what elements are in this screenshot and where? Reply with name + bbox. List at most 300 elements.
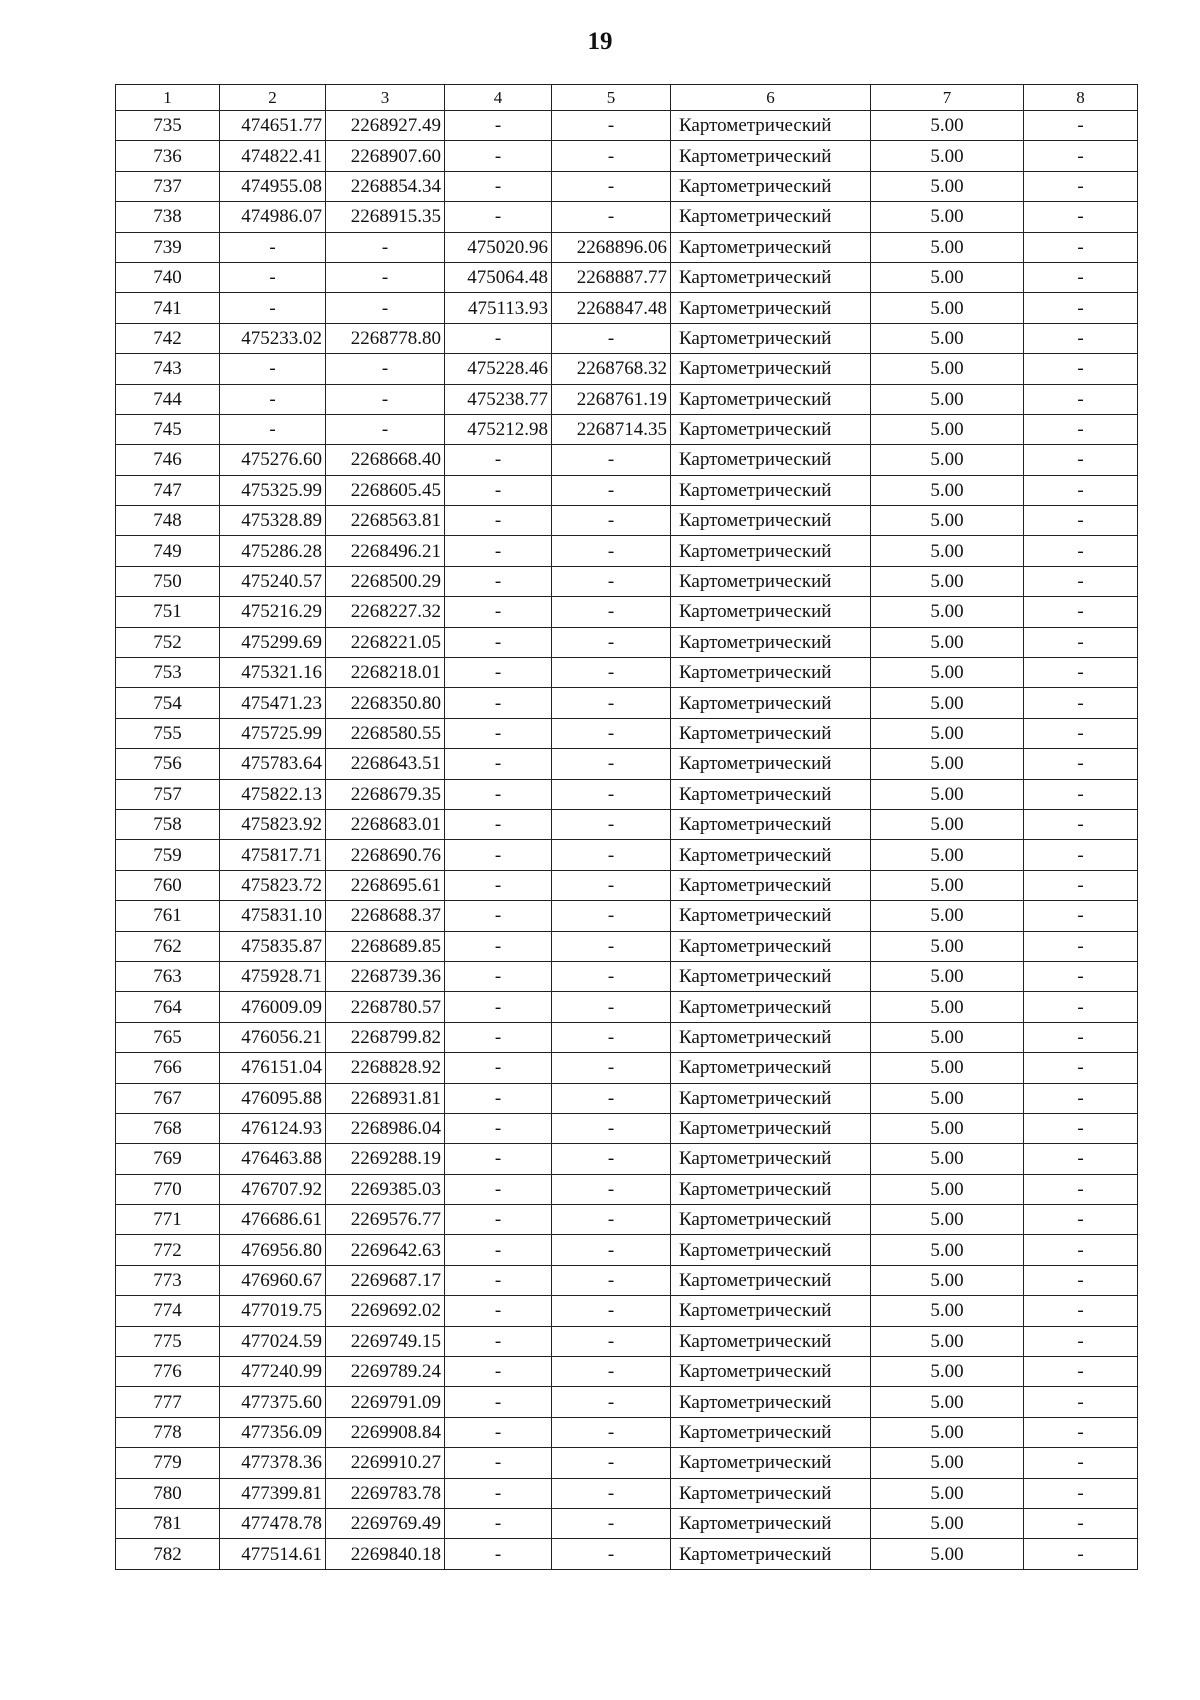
table-row — [116, 809, 1138, 839]
y-coord-cell: 2269385.03 — [326, 1174, 445, 1204]
table-row — [116, 445, 1138, 475]
point-number-cell: 735 — [116, 111, 220, 141]
point-number-cell: 756 — [116, 749, 220, 779]
y-coord-alt-cell: 2268847.48 — [552, 293, 671, 323]
x-coord-alt-cell: - — [445, 1205, 552, 1235]
point-number-cell: 750 — [116, 566, 220, 596]
accuracy-cell: 5.00 — [871, 262, 1024, 292]
x-coord-cell: 475823.72 — [220, 870, 326, 900]
point-number-cell: 765 — [116, 1022, 220, 1052]
table-row — [116, 1205, 1138, 1235]
note-cell: - — [1024, 718, 1138, 748]
accuracy-cell: 5.00 — [871, 961, 1024, 991]
accuracy-cell: 5.00 — [871, 1265, 1024, 1295]
note-cell: - — [1024, 536, 1138, 566]
note-cell: - — [1024, 1357, 1138, 1387]
method-cell: Картометрический — [671, 1083, 871, 1113]
table-row — [116, 1265, 1138, 1295]
point-number-cell: 739 — [116, 232, 220, 262]
accuracy-cell: 5.00 — [871, 1326, 1024, 1356]
x-coord-cell: 477399.81 — [220, 1478, 326, 1508]
note-cell: - — [1024, 1205, 1138, 1235]
table-row — [116, 293, 1138, 323]
x-coord-cell: 475286.28 — [220, 536, 326, 566]
point-number-cell: 761 — [116, 901, 220, 931]
note-cell: - — [1024, 262, 1138, 292]
x-coord-cell: 477019.75 — [220, 1296, 326, 1326]
note-cell: - — [1024, 809, 1138, 839]
y-coord-cell: - — [326, 232, 445, 262]
accuracy-cell: 5.00 — [871, 232, 1024, 262]
accuracy-cell: 5.00 — [871, 171, 1024, 201]
method-cell: Картометрический — [671, 1174, 871, 1204]
y-coord-cell: - — [326, 414, 445, 444]
accuracy-cell: 5.00 — [871, 414, 1024, 444]
point-number-cell: 777 — [116, 1387, 220, 1417]
y-coord-alt-cell: - — [552, 749, 671, 779]
y-coord-cell: 2268683.01 — [326, 809, 445, 839]
table-row — [116, 779, 1138, 809]
note-cell: - — [1024, 992, 1138, 1022]
method-cell: Картометрический — [671, 1235, 871, 1265]
note-cell: - — [1024, 688, 1138, 718]
coordinates-table — [115, 84, 1138, 1570]
table-row — [116, 536, 1138, 566]
y-coord-alt-cell: - — [552, 597, 671, 627]
point-number-cell: 744 — [116, 384, 220, 414]
point-number-cell: 766 — [116, 1053, 220, 1083]
accuracy-cell: 5.00 — [871, 749, 1024, 779]
y-coord-cell: 2269687.17 — [326, 1265, 445, 1295]
method-cell: Картометрический — [671, 1478, 871, 1508]
note-cell: - — [1024, 171, 1138, 201]
x-coord-cell: 476124.93 — [220, 1113, 326, 1143]
table-row — [116, 414, 1138, 444]
y-coord-alt-cell: - — [552, 506, 671, 536]
x-coord-cell: - — [220, 414, 326, 444]
point-number-cell: 738 — [116, 202, 220, 232]
note-cell: - — [1024, 749, 1138, 779]
x-coord-alt-cell: - — [445, 1508, 552, 1538]
method-cell: Картометрический — [671, 809, 871, 839]
x-coord-cell: 477514.61 — [220, 1539, 326, 1569]
x-coord-cell: - — [220, 384, 326, 414]
table-row — [116, 1539, 1138, 1569]
x-coord-cell: 475471.23 — [220, 688, 326, 718]
method-cell: Картометрический — [671, 1144, 871, 1174]
x-coord-alt-cell: - — [445, 1478, 552, 1508]
point-number-cell: 780 — [116, 1478, 220, 1508]
method-cell: Картометрический — [671, 840, 871, 870]
accuracy-cell: 5.00 — [871, 688, 1024, 718]
method-cell: Картометрический — [671, 1387, 871, 1417]
note-cell: - — [1024, 1113, 1138, 1143]
y-coord-alt-cell: - — [552, 566, 671, 596]
method-cell: Картометрический — [671, 171, 871, 201]
y-coord-cell: - — [326, 384, 445, 414]
y-coord-alt-cell: - — [552, 1174, 671, 1204]
accuracy-cell: 5.00 — [871, 1357, 1024, 1387]
x-coord-alt-cell: - — [445, 111, 552, 141]
table-row — [116, 658, 1138, 688]
accuracy-cell: 5.00 — [871, 354, 1024, 384]
y-coord-alt-cell: - — [552, 1478, 671, 1508]
point-number-cell: 775 — [116, 1326, 220, 1356]
note-cell: - — [1024, 111, 1138, 141]
table-row — [116, 323, 1138, 353]
y-coord-alt-cell: - — [552, 536, 671, 566]
y-coord-cell: - — [326, 293, 445, 323]
y-coord-cell: 2268500.29 — [326, 566, 445, 596]
accuracy-cell: 5.00 — [871, 1205, 1024, 1235]
method-cell: Картометрический — [671, 323, 871, 353]
x-coord-cell: 474955.08 — [220, 171, 326, 201]
y-coord-alt-cell: - — [552, 1205, 671, 1235]
point-number-cell: 752 — [116, 627, 220, 657]
point-number-cell: 762 — [116, 931, 220, 961]
y-coord-cell: 2268496.21 — [326, 536, 445, 566]
x-coord-alt-cell: 475020.96 — [445, 232, 552, 262]
x-coord-alt-cell: - — [445, 1448, 552, 1478]
y-coord-alt-cell: - — [552, 1296, 671, 1326]
x-coord-alt-cell: - — [445, 1265, 552, 1295]
y-coord-alt-cell: - — [552, 445, 671, 475]
x-coord-cell: 475328.89 — [220, 506, 326, 536]
method-cell: Картометрический — [671, 688, 871, 718]
x-coord-alt-cell: 475228.46 — [445, 354, 552, 384]
table-row — [116, 901, 1138, 931]
note-cell: - — [1024, 1265, 1138, 1295]
note-cell: - — [1024, 323, 1138, 353]
y-coord-cell: 2268690.76 — [326, 840, 445, 870]
x-coord-cell: 475831.10 — [220, 901, 326, 931]
y-coord-alt-cell: - — [552, 870, 671, 900]
accuracy-cell: 5.00 — [871, 1296, 1024, 1326]
x-coord-alt-cell: - — [445, 1417, 552, 1447]
method-cell: Картометрический — [671, 506, 871, 536]
point-number-cell: 774 — [116, 1296, 220, 1326]
point-number-cell: 753 — [116, 658, 220, 688]
note-cell: - — [1024, 1144, 1138, 1174]
x-coord-alt-cell: 475238.77 — [445, 384, 552, 414]
table-row — [116, 688, 1138, 718]
x-coord-alt-cell: - — [445, 171, 552, 201]
accuracy-cell: 5.00 — [871, 931, 1024, 961]
method-cell: Картометрический — [671, 445, 871, 475]
accuracy-cell: 5.00 — [871, 718, 1024, 748]
y-coord-alt-cell: 2268887.77 — [552, 262, 671, 292]
point-number-cell: 751 — [116, 597, 220, 627]
table-row — [116, 718, 1138, 748]
column-header-1: 1 — [116, 85, 220, 111]
method-cell: Картометрический — [671, 1205, 871, 1235]
note-cell: - — [1024, 658, 1138, 688]
point-number-cell: 781 — [116, 1508, 220, 1538]
table-row — [116, 1174, 1138, 1204]
method-cell: Картометрический — [671, 1053, 871, 1083]
y-coord-cell: - — [326, 262, 445, 292]
method-cell: Картометрический — [671, 961, 871, 991]
y-coord-alt-cell: - — [552, 1357, 671, 1387]
method-cell: Картометрический — [671, 111, 871, 141]
method-cell: Картометрический — [671, 992, 871, 1022]
point-number-cell: 737 — [116, 171, 220, 201]
y-coord-alt-cell: - — [552, 901, 671, 931]
x-coord-cell: 476151.04 — [220, 1053, 326, 1083]
point-number-cell: 748 — [116, 506, 220, 536]
y-coord-alt-cell: 2268714.35 — [552, 414, 671, 444]
accuracy-cell: 5.00 — [871, 384, 1024, 414]
point-number-cell: 776 — [116, 1357, 220, 1387]
y-coord-alt-cell: - — [552, 475, 671, 505]
point-number-cell: 736 — [116, 141, 220, 171]
note-cell: - — [1024, 1326, 1138, 1356]
note-cell: - — [1024, 627, 1138, 657]
accuracy-cell: 5.00 — [871, 1387, 1024, 1417]
x-coord-cell: 475233.02 — [220, 323, 326, 353]
note-cell: - — [1024, 961, 1138, 991]
y-coord-cell: 2268828.92 — [326, 1053, 445, 1083]
note-cell: - — [1024, 293, 1138, 323]
note-cell: - — [1024, 1417, 1138, 1447]
method-cell: Картометрический — [671, 1357, 871, 1387]
y-coord-alt-cell: - — [552, 111, 671, 141]
y-coord-cell: 2268778.80 — [326, 323, 445, 353]
method-cell: Картометрический — [671, 1448, 871, 1478]
x-coord-cell: - — [220, 293, 326, 323]
y-coord-alt-cell: - — [552, 1265, 671, 1295]
x-coord-alt-cell: 475212.98 — [445, 414, 552, 444]
x-coord-alt-cell: - — [445, 901, 552, 931]
column-header-2: 2 — [220, 85, 326, 111]
x-coord-alt-cell: - — [445, 961, 552, 991]
y-coord-cell: 2268668.40 — [326, 445, 445, 475]
y-coord-cell: 2269791.09 — [326, 1387, 445, 1417]
note-cell: - — [1024, 1478, 1138, 1508]
y-coord-alt-cell: - — [552, 992, 671, 1022]
point-number-cell: 740 — [116, 262, 220, 292]
method-cell: Картометрический — [671, 566, 871, 596]
x-coord-cell: - — [220, 232, 326, 262]
x-coord-alt-cell: - — [445, 870, 552, 900]
y-coord-cell: 2269749.15 — [326, 1326, 445, 1356]
note-cell: - — [1024, 931, 1138, 961]
x-coord-cell: 475325.99 — [220, 475, 326, 505]
accuracy-cell: 5.00 — [871, 536, 1024, 566]
x-coord-cell: 475817.71 — [220, 840, 326, 870]
column-header-7: 7 — [871, 85, 1024, 111]
table-row — [116, 992, 1138, 1022]
method-cell: Картометрический — [671, 232, 871, 262]
y-coord-alt-cell: - — [552, 1053, 671, 1083]
x-coord-cell: 477478.78 — [220, 1508, 326, 1538]
y-coord-alt-cell: - — [552, 202, 671, 232]
x-coord-alt-cell: - — [445, 1174, 552, 1204]
table-row — [116, 475, 1138, 505]
x-coord-alt-cell: - — [445, 658, 552, 688]
y-coord-alt-cell: - — [552, 961, 671, 991]
point-number-cell: 779 — [116, 1448, 220, 1478]
note-cell: - — [1024, 1448, 1138, 1478]
method-cell: Картометрический — [671, 627, 871, 657]
point-number-cell: 755 — [116, 718, 220, 748]
method-cell: Картометрический — [671, 1539, 871, 1569]
x-coord-cell: 476009.09 — [220, 992, 326, 1022]
y-coord-cell: 2269789.24 — [326, 1357, 445, 1387]
y-coord-alt-cell: - — [552, 141, 671, 171]
note-cell: - — [1024, 506, 1138, 536]
table-row — [116, 1083, 1138, 1113]
y-coord-alt-cell: 2268768.32 — [552, 354, 671, 384]
method-cell: Картометрический — [671, 749, 871, 779]
method-cell: Картометрический — [671, 718, 871, 748]
x-coord-alt-cell: - — [445, 1326, 552, 1356]
x-coord-alt-cell: - — [445, 536, 552, 566]
x-coord-cell: 475725.99 — [220, 718, 326, 748]
y-coord-alt-cell: - — [552, 931, 671, 961]
accuracy-cell: 5.00 — [871, 1174, 1024, 1204]
x-coord-cell: 475240.57 — [220, 566, 326, 596]
y-coord-alt-cell: - — [552, 171, 671, 201]
table-row — [116, 202, 1138, 232]
x-coord-cell: - — [220, 262, 326, 292]
x-coord-cell: 477240.99 — [220, 1357, 326, 1387]
method-cell: Картометрический — [671, 1417, 871, 1447]
accuracy-cell: 5.00 — [871, 202, 1024, 232]
method-cell: Картометрический — [671, 536, 871, 566]
point-number-cell: 770 — [116, 1174, 220, 1204]
table-row — [116, 232, 1138, 262]
table-row — [116, 1478, 1138, 1508]
x-coord-alt-cell: - — [445, 1053, 552, 1083]
x-coord-alt-cell: - — [445, 1296, 552, 1326]
method-cell: Картометрический — [671, 931, 871, 961]
x-coord-alt-cell: - — [445, 1357, 552, 1387]
method-cell: Картометрический — [671, 354, 871, 384]
x-coord-alt-cell: - — [445, 688, 552, 718]
point-number-cell: 759 — [116, 840, 220, 870]
point-number-cell: 741 — [116, 293, 220, 323]
point-number-cell: 771 — [116, 1205, 220, 1235]
accuracy-cell: 5.00 — [871, 870, 1024, 900]
x-coord-cell: 476095.88 — [220, 1083, 326, 1113]
y-coord-cell: 2268799.82 — [326, 1022, 445, 1052]
x-coord-cell: 475928.71 — [220, 961, 326, 991]
x-coord-cell: 476707.92 — [220, 1174, 326, 1204]
accuracy-cell: 5.00 — [871, 992, 1024, 1022]
accuracy-cell: 5.00 — [871, 1083, 1024, 1113]
x-coord-cell: 475276.60 — [220, 445, 326, 475]
point-number-cell: 764 — [116, 992, 220, 1022]
table-row — [116, 627, 1138, 657]
y-coord-alt-cell: - — [552, 1022, 671, 1052]
x-coord-alt-cell: - — [445, 718, 552, 748]
x-coord-cell: 477024.59 — [220, 1326, 326, 1356]
accuracy-cell: 5.00 — [871, 597, 1024, 627]
x-coord-alt-cell: - — [445, 809, 552, 839]
y-coord-alt-cell: - — [552, 688, 671, 718]
table-row — [116, 1417, 1138, 1447]
y-coord-alt-cell: - — [552, 1113, 671, 1143]
x-coord-cell: 475321.16 — [220, 658, 326, 688]
note-cell: - — [1024, 1053, 1138, 1083]
note-cell: - — [1024, 1022, 1138, 1052]
y-coord-alt-cell: - — [552, 658, 671, 688]
y-coord-cell: 2269288.19 — [326, 1144, 445, 1174]
table-row — [116, 1357, 1138, 1387]
accuracy-cell: 5.00 — [871, 1022, 1024, 1052]
x-coord-alt-cell: - — [445, 1235, 552, 1265]
y-coord-alt-cell: - — [552, 1083, 671, 1113]
x-coord-alt-cell: - — [445, 931, 552, 961]
x-coord-alt-cell: - — [445, 566, 552, 596]
y-coord-alt-cell: - — [552, 1235, 671, 1265]
accuracy-cell: 5.00 — [871, 293, 1024, 323]
x-coord-cell: 476056.21 — [220, 1022, 326, 1052]
y-coord-cell: 2269769.49 — [326, 1508, 445, 1538]
method-cell: Картометрический — [671, 1508, 871, 1538]
y-coord-alt-cell: - — [552, 718, 671, 748]
column-header-3: 3 — [326, 85, 445, 111]
y-coord-cell: 2269692.02 — [326, 1296, 445, 1326]
y-coord-cell: 2268915.35 — [326, 202, 445, 232]
accuracy-cell: 5.00 — [871, 1053, 1024, 1083]
x-coord-cell: 474986.07 — [220, 202, 326, 232]
y-coord-cell: 2268580.55 — [326, 718, 445, 748]
table-row — [116, 262, 1138, 292]
y-coord-cell: 2268688.37 — [326, 901, 445, 931]
x-coord-alt-cell: - — [445, 840, 552, 870]
x-coord-cell: 476960.67 — [220, 1265, 326, 1295]
note-cell: - — [1024, 384, 1138, 414]
note-cell: - — [1024, 901, 1138, 931]
table-row — [116, 1448, 1138, 1478]
x-coord-cell: 475216.29 — [220, 597, 326, 627]
y-coord-alt-cell: - — [552, 1417, 671, 1447]
point-number-cell: 760 — [116, 870, 220, 900]
x-coord-alt-cell: - — [445, 1022, 552, 1052]
x-coord-cell: 475299.69 — [220, 627, 326, 657]
x-coord-alt-cell: 475113.93 — [445, 293, 552, 323]
note-cell: - — [1024, 566, 1138, 596]
method-cell: Картометрический — [671, 597, 871, 627]
table-row — [116, 1053, 1138, 1083]
y-coord-cell: - — [326, 354, 445, 384]
x-coord-alt-cell: - — [445, 597, 552, 627]
y-coord-alt-cell: - — [552, 1144, 671, 1174]
note-cell: - — [1024, 870, 1138, 900]
method-cell: Картометрический — [671, 202, 871, 232]
y-coord-cell: 2268350.80 — [326, 688, 445, 718]
note-cell: - — [1024, 1174, 1138, 1204]
table-row — [116, 749, 1138, 779]
note-cell: - — [1024, 1235, 1138, 1265]
x-coord-cell: 475822.13 — [220, 779, 326, 809]
y-coord-cell: 2268695.61 — [326, 870, 445, 900]
point-number-cell: 768 — [116, 1113, 220, 1143]
y-coord-cell: 2268739.36 — [326, 961, 445, 991]
x-coord-cell: 476463.88 — [220, 1144, 326, 1174]
point-number-cell: 773 — [116, 1265, 220, 1295]
x-coord-cell: 476686.61 — [220, 1205, 326, 1235]
note-cell: - — [1024, 1539, 1138, 1569]
x-coord-alt-cell: - — [445, 475, 552, 505]
table-row — [116, 384, 1138, 414]
accuracy-cell: 5.00 — [871, 111, 1024, 141]
x-coord-cell: 474822.41 — [220, 141, 326, 171]
table-row — [116, 961, 1138, 991]
x-coord-alt-cell: - — [445, 202, 552, 232]
